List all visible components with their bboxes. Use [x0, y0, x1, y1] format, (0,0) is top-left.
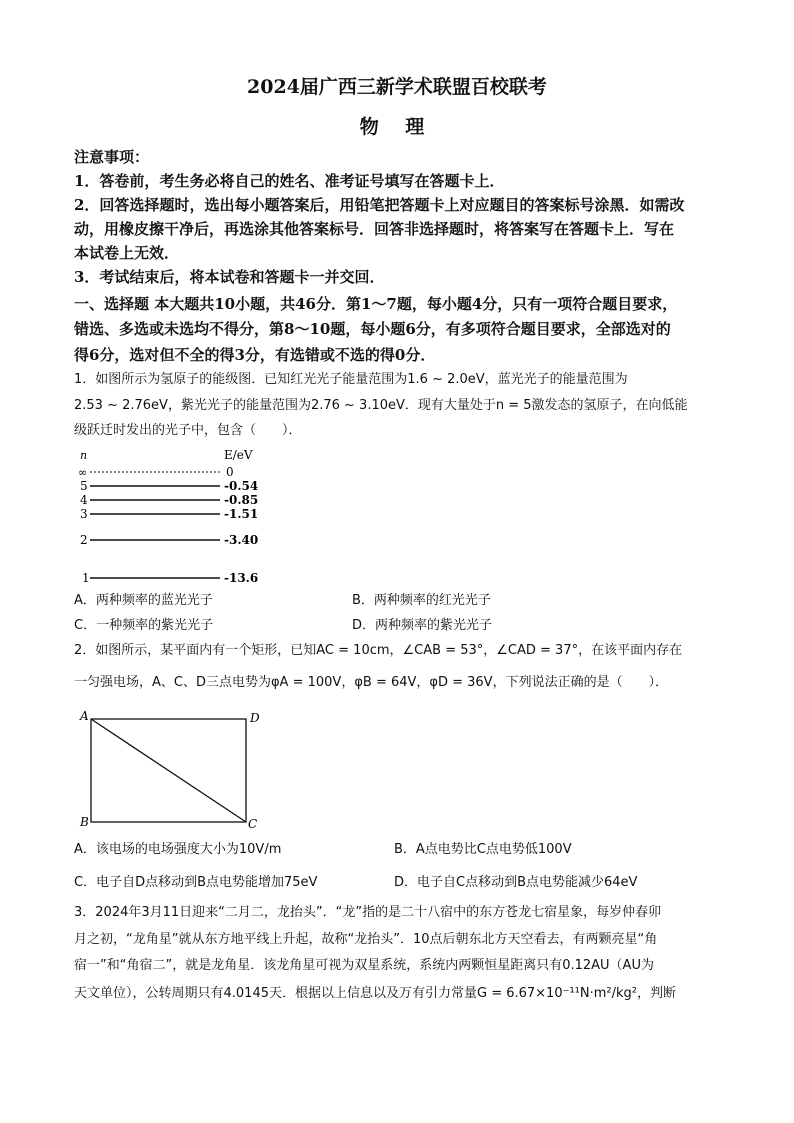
notice-line: 本试卷上无效． — [74, 244, 180, 262]
q3-line: 天文单位），公转周期只有4.0145天．根据以上信息以及万有引力常量G = 6.67×10⁻¹¹N·m²/kg²，判断 — [74, 986, 676, 1001]
q2-line: 2．如图所示，某平面内有一个矩形，已知AC = 10cm，∠CAB = 53°，∠CAD = 37°，在该平面内存在 — [74, 643, 683, 658]
q3-line: 宿一”和“角宿二”，就是龙角星．该龙角星可视为双星系统，系统内两颗恒星距离只有0.12AU（AU为 — [74, 958, 654, 973]
notice-line: 动，用橡皮擦干净后，再选涂其他答案标号．回答非选择题时，将答案写在答题卡上．写在 — [74, 220, 675, 238]
level-energy-label: -1.51 — [224, 507, 259, 521]
level-n-label: 5 — [80, 479, 88, 493]
q2-line: 一匀强电场，A、C、D三点电势为φA = 100V，φB = 64V，φD = 36V，下列说法正确的是（ ）． — [74, 675, 669, 690]
q1-line: 1．如图所示为氢原子的能级图．已知红光光子能量范围为1.6 ~ 2.0eV，蓝光光子的能量范围为 — [74, 372, 628, 387]
subject-title: 物 理 — [359, 116, 435, 138]
q2-option-b: B．A点电势比C点电势低100V — [394, 842, 572, 857]
level-n-label: ∞ — [78, 466, 88, 479]
q1-option-d: D．两种频率的紫光光子 — [352, 618, 493, 633]
diagonal-ac — [91, 719, 246, 822]
level-energy-label: -13.6 — [224, 571, 259, 585]
exam-title: 2024届广西三新学术联盟百校联考 — [247, 76, 547, 98]
level-n-label: 2 — [80, 533, 88, 547]
notice-line: 2．回答选择题时，选出每小题答案后，用铅笔把答题卡上对应题目的答案标号涂黑．如需改 — [74, 196, 685, 214]
level-n-label: 1 — [82, 571, 90, 585]
level-n-label: 4 — [80, 493, 88, 507]
q2-option-c: C．电子自D点移动到B点电势能增加75eV — [74, 875, 318, 890]
q2-option-d: D．电子自C点移动到B点电势能减少64eV — [394, 875, 638, 890]
n-label: n — [80, 449, 88, 462]
q1-option-a: A．两种频率的蓝光光子 — [74, 593, 213, 608]
point-c-label: C — [248, 817, 258, 828]
section-line: 得6分，选对但不全的得3分，有选错或不选的得0分． — [74, 346, 436, 364]
section-line: 一、选择题 本大题共10小题，共46分．第1～7题，每小题4分，只有一项符合题目要求， — [74, 295, 678, 313]
notice-line: 1．答卷前，考生务必将自己的姓名、准考证号填写在答题卡上． — [74, 172, 505, 190]
level-n-label: 3 — [80, 507, 88, 521]
e-label: E/eV — [224, 448, 253, 462]
point-b-label: B — [80, 815, 89, 828]
notice-heading: 注意事项： — [74, 148, 150, 166]
section-line: 错选、多选或未选均不得分，第8～10题，每小题6分，有多项符合题目要求，全部选对的 — [74, 320, 671, 338]
q1-line: 2.53 ~ 2.76eV，紫光光子的能量范围为2.76 ~ 3.10eV．现有大量处于n = 5激发态的氢原子，在向低能 — [74, 398, 688, 413]
q1-option-b: B．两种频率的红光光子 — [352, 593, 491, 608]
point-a-label: A — [80, 709, 89, 723]
rectangle-diagram — [74, 708, 274, 828]
q2-option-a: A．该电场的电场强度大小为10V/m — [74, 842, 282, 857]
level-energy-label: -0.54 — [224, 479, 259, 493]
notice-line: 3．考试结束后，将本试卷和答题卡一并交回． — [74, 268, 385, 286]
energy-level-diagram — [74, 448, 274, 588]
level-energy-label: -0.85 — [224, 493, 259, 507]
level-energy-label: 0 — [226, 465, 234, 479]
q1-line: 级跃迁时发出的光子中，包含（ ）． — [74, 423, 302, 438]
q1-option-c: C．一种频率的紫光光子 — [74, 618, 214, 633]
q3-line: 月之初，“龙角星”就从东方地平线上升起，故称“龙抬头”．10点后朝东北方天空看去，有两颗亮星“角 — [74, 932, 658, 947]
q3-line: 3．2024年3月11日迎来“二月二，龙抬头”．“龙”指的是二十八宿中的东方苍龙七宿星象，每岁仲春卯 — [74, 905, 662, 920]
point-d-label: D — [250, 711, 260, 725]
level-energy-label: -3.40 — [224, 533, 259, 547]
